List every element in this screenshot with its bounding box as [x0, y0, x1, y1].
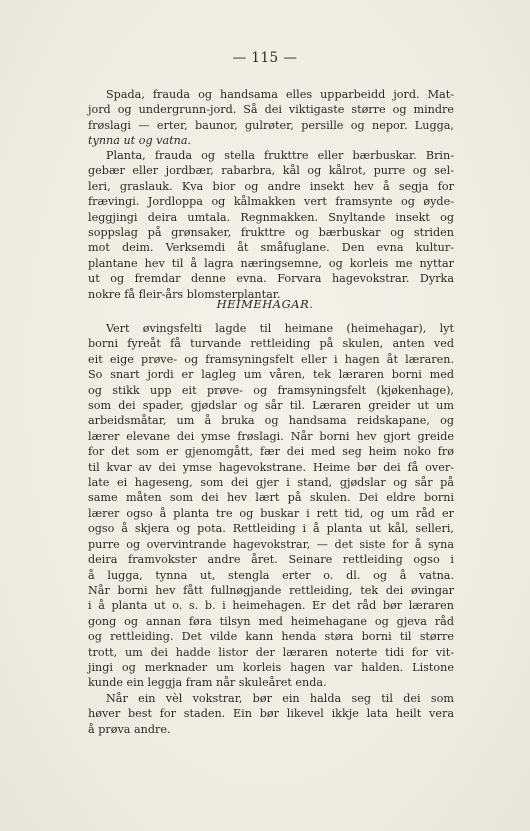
text-line: borni fyreåt få turvande rettleiding på skulen, anten ved — [88, 337, 454, 351]
text-line: soppslag på grønsaker, frukttre og bærbuskar og striden — [88, 226, 454, 240]
text-line: å prøva andre. — [88, 722, 171, 736]
text-line: same måten som dei hev lært på skulen. Dei eldre borni — [88, 491, 454, 505]
text-line: lærer ogso å planta tre og buskar i rett tid, og um råd er — [88, 506, 454, 520]
text-line: til kvar av dei ymse hagevokstrane. Heime bør dei få over- — [88, 460, 454, 474]
text-line: og stikk upp eit prøve- og framsyningsfelt (kjøkenhage), — [88, 383, 454, 397]
text-line: ogso å skjera og pota. Rettleiding i å planta ut kål, selleri, — [88, 522, 454, 536]
text-line: eit eige prøve- og framsyningsfelt eller i hagen åt læraren. — [88, 352, 454, 366]
text-line: som dei spader, gjødslar og sår til. Læraren greider ut um — [88, 399, 454, 413]
section-heading: HEIMEHAGAR. — [216, 297, 314, 311]
text-line: Når ein vèl vokstrar, bør ein halda seg til dei som — [106, 692, 454, 705]
paragraph-planting — [88, 148, 454, 302]
text-line: Når borni hev fått fullnøgjande rettleiding, tek dei øvingar — [88, 583, 454, 597]
text-line: gong og annan føra tilsyn med heimehagane og gjeva råd — [88, 614, 454, 628]
text-line: frævingi. Jordloppa og kålmakken vert framsynte og øyde- — [88, 195, 454, 209]
text-line: leri, graslauk. Kva bior og andre insekt hev å segja for — [88, 179, 454, 193]
paragraph-soil-work — [88, 87, 454, 149]
text-line: jord og undergrunn-jord. Så dei viktigaste større og mindre — [88, 103, 454, 117]
text-line: gebær eller jordbær, rabarbra, kål og kålrot, purre og sel- — [88, 164, 454, 178]
text-line: og rettleiding. Det vilde kann henda støra borni til større — [88, 630, 454, 644]
page-number: — 115 — — [232, 50, 298, 66]
text-line: lærer elevane dei ymse frøslagi. Når borni hev gjort greide — [88, 429, 454, 443]
text-line: mot deim. Verksemdi åt småfuglane. Den evna kultur- — [88, 241, 454, 255]
text-line: ut og fremdar denne evna. Forvara hagevokstrar. Dyrka — [88, 272, 454, 286]
text-line: Vert øvingsfelti lagde til heimane (heimehagar), lyt — [106, 322, 454, 335]
text-line: frøslagi — erter, baunor, gulrøter, persille og nepor. Lugga, — [88, 118, 454, 132]
text-line: å lugga, tynna ut, stengla erter o. dl. og å vatna. — [88, 568, 454, 582]
text-line: deira framvokster andre året. Seinare rettleiding ogso i — [88, 553, 454, 567]
text-line: arbeidsmåtar, um å bruka og handsama reidskapane, og — [88, 414, 454, 428]
text-line: trott, um dei hadde listor der læraren noterte tidi for vit- — [88, 645, 454, 659]
text-line: jingi og merknader um korleis hagen var halden. Listone — [88, 660, 454, 674]
text-line: plantane hev til å lagra næringsemne, og korleis me nyttar — [88, 256, 454, 270]
text-line: høver best for staden. Ein bør likevel ikkje lata heilt vera — [88, 707, 454, 721]
text-line: tynna ut og vatna. — [88, 134, 192, 148]
text-line: for det som er gjenomgått, fær dei med seg heim noko frø — [88, 445, 454, 459]
paragraph-choose-plants — [88, 691, 454, 737]
text-line: purre og overvintrande hagevokstrar, — det siste for å syna — [88, 537, 454, 551]
text-line: leggjingi deira umtala. Regnmakken. Snyltande insekt og — [88, 210, 454, 224]
text-line: i å planta ut o. s. b. i heimehagen. Er det råd bør læraren — [88, 599, 454, 613]
text-line: kunde ein leggja fram når skuleåret enda. — [88, 676, 327, 690]
text-line: Spada, frauda og handsama elles upparbeidd jord. Mat- — [106, 88, 454, 101]
text-line: So snart jordi er lagleg um våren, tek læraren borni med — [88, 368, 454, 382]
text-line: Planta, frauda og stella frukttre eller bærbuskar. Brin- — [106, 149, 454, 162]
paragraph-home-gardens — [88, 321, 454, 691]
text-line: late ei hageseng, som dei gjer i stand, gjødslar og sår på — [88, 476, 454, 490]
text-line: nokre få fleir-års blomsterplantar. — [88, 287, 281, 301]
